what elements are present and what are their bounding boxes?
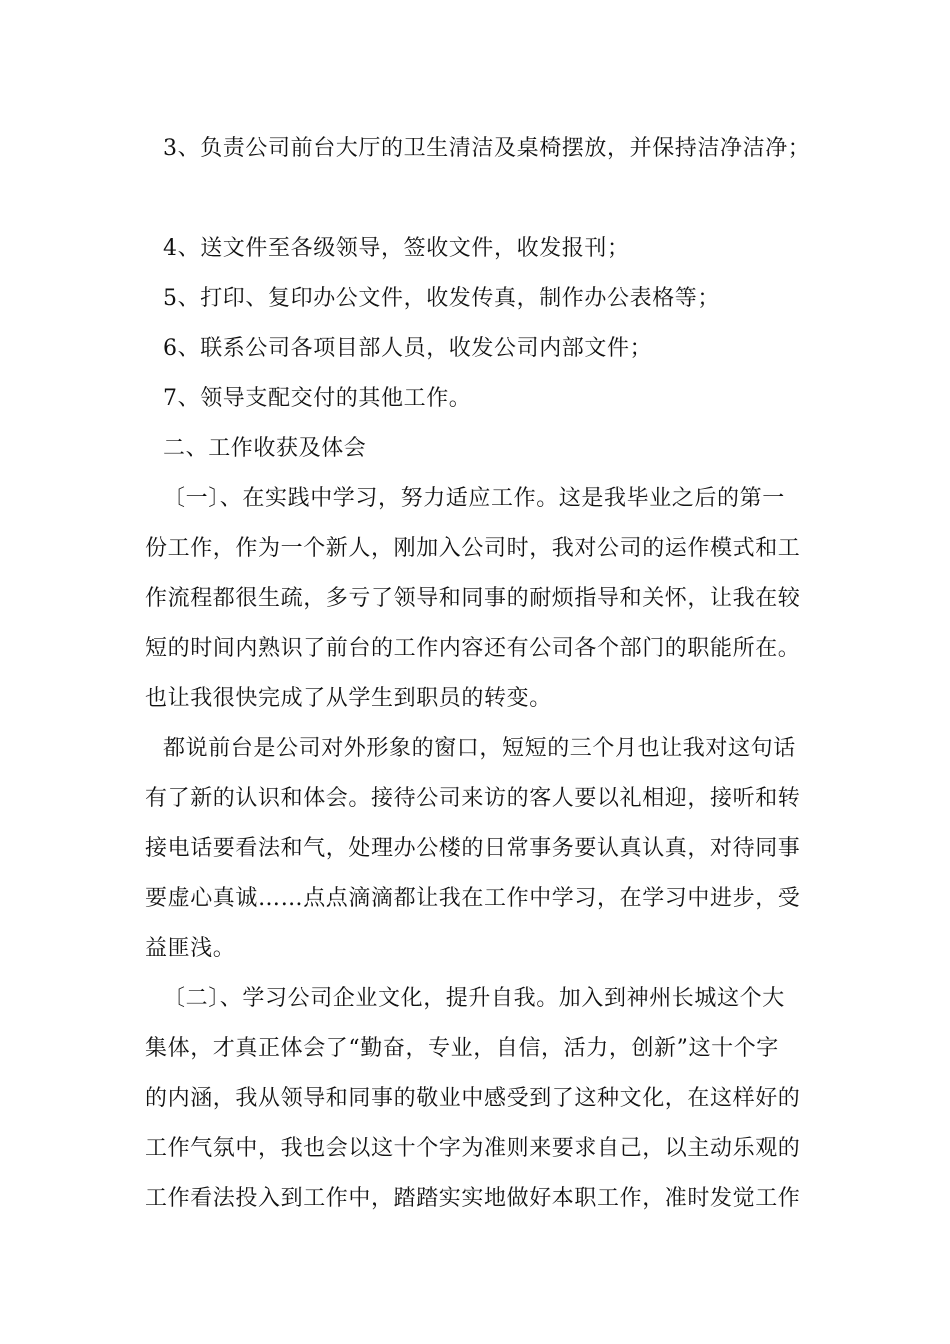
list-item-5: 5、打印、复印办公文件，收发传真，制作办公表格等；	[163, 286, 720, 311]
list-item-4: 4、送文件至各级领导，签收文件，收发报刊；	[163, 236, 630, 261]
section-heading: 二、工作收获及体会	[163, 436, 367, 461]
list-item-6: 6、联系公司各项目部人员，收发公司内部文件；	[163, 336, 653, 361]
paragraph-2-line: 益匪浅。	[145, 936, 236, 961]
paragraph-3-line: 集体，才真正体会了“勤奋，专业，自信，活力，创新”这十个字	[145, 1036, 779, 1061]
paragraph-2-line: 接电话要看法和气，处理办公楼的日常事务要认真认真，对待同事	[145, 836, 801, 861]
paragraph-3-line: 〔二〕、学习公司企业文化，提升自我。加入到神州长城这个大	[163, 986, 785, 1011]
paragraph-3-line: 的内涵，我从领导和同事的敬业中感受到了这种文化，在这样好的	[145, 1086, 801, 1111]
paragraph-3-line: 工作看法投入到工作中，踏踏实实地做好本职工作，准时发觉工作	[145, 1186, 801, 1211]
paragraph-1-line: 〔一〕、在实践中学习，努力适应工作。这是我毕业之后的第一	[163, 486, 785, 511]
paragraph-1-line: 短的时间内熟识了前台的工作内容还有公司各个部门的职能所在。	[145, 636, 801, 661]
paragraph-1-line: 份工作，作为一个新人，刚加入公司时，我对公司的运作模式和工	[145, 536, 801, 561]
paragraph-2-line: 要虚心真诚……点点滴滴都让我在工作中学习，在学习中进步，受	[145, 886, 801, 911]
paragraph-2-line: 有了新的认识和体会。接待公司来访的客人要以礼相迎，接听和转	[145, 786, 801, 811]
paragraph-1-line: 也让我很快完成了从学生到职员的转变。	[145, 686, 552, 711]
list-item-7: 7、领导支配交付的其他工作。	[163, 386, 472, 411]
list-item-3: 3、负责公司前台大厅的卫生清洁及桌椅摆放，并保持洁净洁净；	[163, 136, 811, 161]
paragraph-1-line: 作流程都很生疏，多亏了领导和同事的耐烦指导和关怀，让我在较	[145, 586, 801, 611]
paragraph-3-line: 工作气氛中，我也会以这十个字为准则来要求自己，以主动乐观的	[145, 1136, 801, 1161]
paragraph-2-line: 都说前台是公司对外形象的窗口，短短的三个月也让我对这句话	[163, 736, 796, 761]
